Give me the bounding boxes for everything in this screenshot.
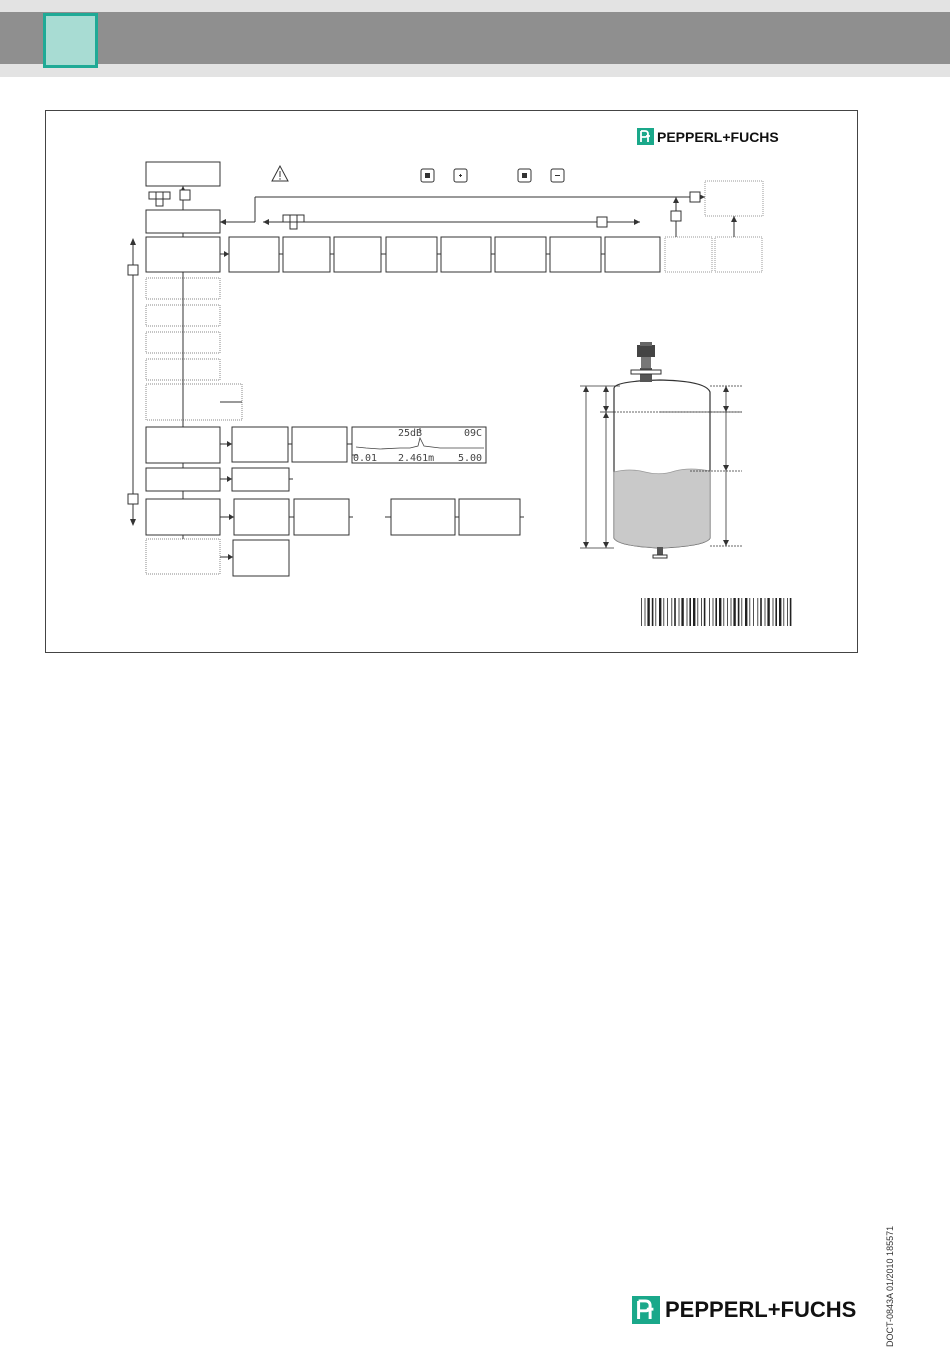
barcode-bar [709, 598, 710, 626]
display-range-start: 0.01 [353, 453, 378, 464]
menu-row-box-8 [605, 237, 660, 272]
barcode-bar [738, 598, 740, 626]
menu-box-dotted-6 [146, 539, 220, 574]
barcode-bar [697, 598, 698, 626]
brand-name: PEPPERL+FUCHS [657, 128, 779, 145]
barcode-bar [659, 598, 661, 626]
document-number: DOCT-0843A 01/2010 185571 [885, 1225, 895, 1347]
menu-box-out-3 [391, 499, 455, 535]
barcode-bar [760, 598, 762, 626]
display-code: 09C [464, 428, 483, 439]
barcode-bar [679, 598, 680, 626]
barcode-bar [790, 598, 792, 626]
barcode-bar [667, 598, 668, 626]
barcode-bar [671, 598, 672, 626]
warning-icon [272, 166, 288, 181]
key-square-right-1 [671, 211, 681, 221]
menu-box-small-2 [232, 468, 289, 491]
barcode-bar [655, 598, 656, 626]
display-amplitude: 25dB [398, 428, 423, 439]
menu-row-box-10 [715, 237, 762, 272]
menu-box-main [146, 237, 220, 272]
barcode-bar [779, 598, 781, 626]
menu-row-box-5 [441, 237, 491, 272]
menu-box-top [146, 162, 220, 186]
barcode-bar [727, 598, 728, 626]
barcode-bar [681, 598, 683, 626]
barcode-bar [775, 598, 777, 626]
barcode-bar [773, 598, 774, 626]
menu-box-envelope [146, 427, 220, 463]
barcode-bar [753, 598, 754, 626]
barcode-bar [687, 598, 688, 626]
barcode-bar [693, 598, 695, 626]
menu-box-out-4 [459, 499, 520, 535]
menu-box-second [146, 210, 220, 233]
barcode-bar [674, 598, 676, 626]
barcode-bar [645, 598, 646, 626]
barcode-bar [704, 598, 706, 626]
barcode-bar [652, 598, 654, 626]
display-distance: 2.461m [398, 453, 435, 464]
menu-row-box-4 [386, 237, 437, 272]
key-square-right-2 [690, 192, 700, 202]
menu-row-box-2 [283, 237, 330, 272]
barcode-bar [741, 598, 742, 626]
key-square-left-1 [128, 265, 138, 275]
menu-row-box-7 [550, 237, 601, 272]
key-square-left-2 [128, 494, 138, 504]
pf-logo-icon [632, 1296, 660, 1324]
barcode-bar [647, 598, 649, 626]
barcode-bar [733, 598, 735, 626]
barcode-bar [719, 598, 721, 626]
barcode-bar [765, 598, 766, 626]
barcode-bar [701, 598, 702, 626]
barcode-bar [731, 598, 732, 626]
tank-illustration [580, 342, 742, 558]
menu-box-small [146, 468, 220, 491]
key-square-1 [180, 190, 190, 200]
barcode-bar [689, 598, 691, 626]
barcode-icon [641, 598, 791, 626]
menu-row-box-1 [229, 237, 279, 272]
barcode-bar [641, 598, 642, 626]
footer-brand-name: PEPPERL+FUCHS [665, 1297, 857, 1322]
barcode-bar [787, 598, 788, 626]
menu-box-top-right [705, 181, 763, 216]
barcode-bar [749, 598, 750, 626]
menu-box-env-1 [232, 427, 288, 462]
barcode-bar [715, 598, 717, 626]
barcode-bar [767, 598, 769, 626]
menu-box-out-1 [234, 499, 289, 535]
barcode-bar [745, 598, 747, 626]
key-square-row [597, 217, 607, 227]
menu-box-out-2 [294, 499, 349, 535]
barcode-bar [757, 598, 758, 626]
display-range-end: 5.00 [458, 453, 483, 464]
footer-brand-logo [632, 1296, 856, 1324]
menu-row-box-9 [665, 237, 712, 272]
barcode-bar [783, 598, 784, 626]
menu-row-box-3 [334, 237, 381, 272]
menu-box-env-2 [292, 427, 347, 462]
barcode-bar [713, 598, 714, 626]
menu-box-output [146, 499, 220, 535]
menu-box-out-5 [233, 540, 289, 576]
menu-row-box-6 [495, 237, 546, 272]
barcode-bar [663, 598, 664, 626]
barcode-bar [723, 598, 724, 626]
